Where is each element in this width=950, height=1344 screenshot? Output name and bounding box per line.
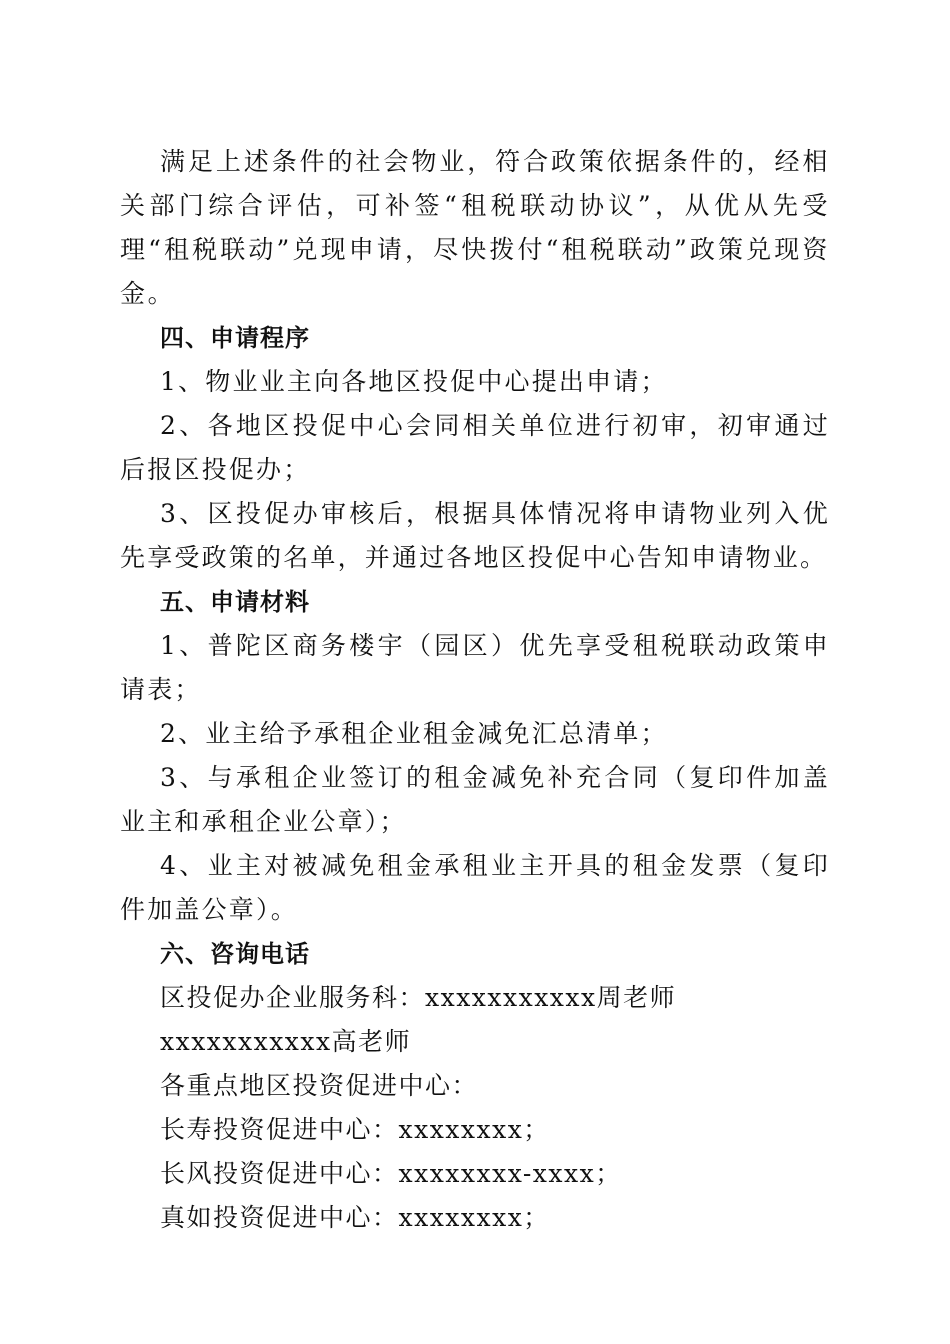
contact-line: 区投促办企业服务科：xxxxxxxxxxx周老师 [160, 983, 677, 1012]
materials-item: 4、业主对被减免租金承租业主开具的租金发票（复印件加盖公章）。 [120, 851, 830, 924]
materials-item: 3、与承租企业签订的租金减免补充合同（复印件加盖业主和承租企业公章）； [120, 763, 830, 836]
procedure-item: 1、物业业主向各地区投促中心提出申请； [160, 367, 668, 396]
contact-line: 真如投资促进中心：xxxxxxxx； [160, 1203, 550, 1232]
contact-line: xxxxxxxxxxx高老师 [160, 1027, 412, 1056]
contact-line: 长寿投资促进中心：xxxxxxxx； [160, 1115, 550, 1144]
contact-line: 各重点地区投资促进中心： [160, 1071, 479, 1100]
materials-item: 1、普陀区商务楼宇（园区）优先享受租税联动政策申请表； [120, 631, 830, 704]
intro-paragraph: 满足上述条件的社会物业，符合政策依据条件的，经相关部门综合评估，可补签“租税联动协议”，从优从先受理“租税联动”兑现申请，尽快拨付“租税联动”政策兑现资金。 [120, 147, 830, 308]
contact-line: 长风投资促进中心：xxxxxxxx-xxxx； [160, 1159, 622, 1188]
procedure-item: 3、区投促办审核后，根据具体情况将申请物业列入优先享受政策的名单，并通过各地区投促中心告知申请物业。 [120, 499, 830, 572]
section-heading-application-procedure: 四、申请程序 [160, 324, 310, 352]
section-heading-application-materials: 五、申请材料 [160, 588, 310, 616]
section-heading-consultation-phone: 六、咨询电话 [160, 940, 310, 968]
materials-item: 2、业主给予承租企业租金减免汇总清单； [160, 719, 668, 748]
document-body [120, 140, 830, 1240]
procedure-item: 2、各地区投促中心会同相关单位进行初审，初审通过后报区投促办； [120, 411, 830, 484]
